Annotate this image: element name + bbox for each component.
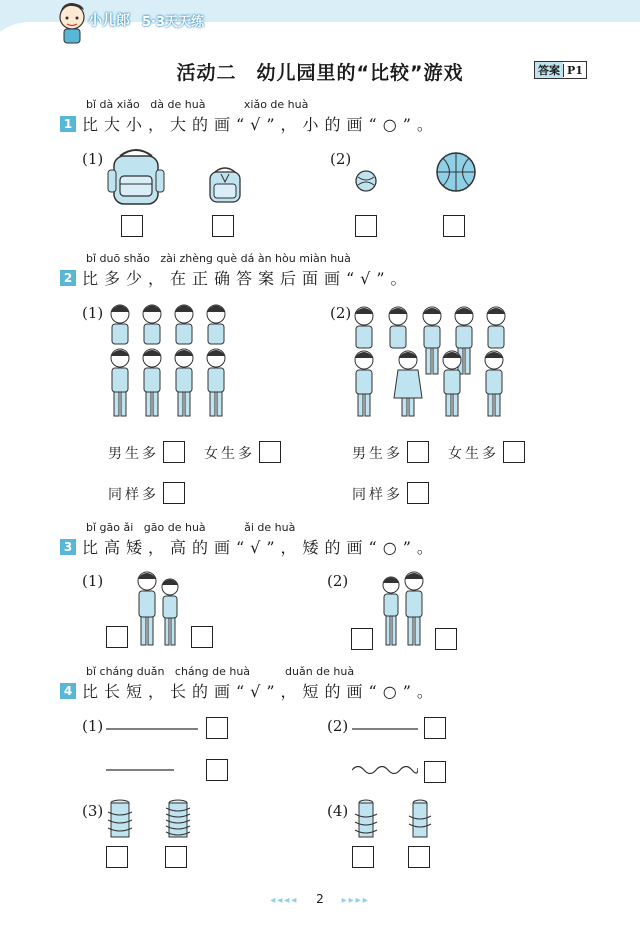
q3-pinyin: bǐ gāo ǎi gāo de huà ǎi de huà [86,521,296,534]
q2a-box-girls[interactable] [259,441,281,463]
q1-part1-label: (1) [82,150,104,168]
q2a-opt-boys: 男生多 [108,446,159,462]
rope-on-pole-right-icon [162,798,194,842]
q1-pinyin: bǐ dà xiǎo dà de huà xiǎo de huà [86,98,309,111]
q2-part2-label: (2) [330,304,352,322]
q2-part1-label: (1) [82,304,104,322]
two-kids-height-1-icon [134,570,184,650]
rope-on-pole-right-2-icon [404,798,436,842]
page-number: 2 [316,892,324,906]
q4d-box-right[interactable] [408,846,430,868]
big-ball-icon [434,150,478,194]
answer-label: 答案 [535,62,563,78]
long-line-icon [106,726,198,732]
q2b-opt-same: 同样多 [352,487,403,503]
q3-text: 比高矮，高的画“√”，矮的画“○”。 [82,538,439,557]
q2-text: 比多少，在正确答案后面画“√”。 [82,269,413,288]
q3b-box-left[interactable] [351,628,373,650]
q3-part1-label: (1) [82,572,104,590]
brand-name: 小儿郎 [88,13,130,29]
q4a-box-bottom[interactable] [206,759,228,781]
answer-tag [534,61,587,79]
right-arrows-icon: ▸▸▸▸ [341,895,370,906]
q2b-box-same[interactable] [407,482,429,504]
q2-pinyin: bǐ duō shǎo zài zhèng què dá àn hòu miàn huà [86,252,351,265]
q4-text: 比长短，长的画“√”，短的画“○”。 [82,682,439,701]
children-group-1-icon [106,300,236,420]
q2a-box-boys[interactable] [163,441,185,463]
big-backpack-icon [106,148,166,206]
q1-box-small-backpack[interactable] [212,215,234,237]
rope-on-pole-left-icon [104,798,136,842]
q2b-opt-boys: 男生多 [352,446,403,462]
wavy-line-icon [352,763,418,777]
left-arrows-icon: ◂◂◂◂ [270,895,299,906]
series-name: 5·3天天练 [142,15,205,30]
q2a-box-same[interactable] [163,482,185,504]
short-line-icon [106,767,174,773]
q1-box-big-backpack[interactable] [121,215,143,237]
q2-number: 2 [60,270,76,286]
q4d-box-left[interactable] [352,846,374,868]
two-kids-height-2-icon [378,570,428,650]
q4c-box-right[interactable] [165,846,187,868]
q3a-box-left[interactable] [106,626,128,648]
q2b-opt-girls: 女生多 [448,446,499,462]
q4-part4-label: (4) [327,802,349,820]
q3b-box-right[interactable] [435,628,457,650]
q2b-box-girls[interactable] [503,441,525,463]
small-backpack-icon [205,166,245,204]
children-group-2-icon [350,304,510,424]
small-ball-icon [353,168,379,194]
q4-part3-label: (3) [82,802,104,820]
q4-part2-label: (2) [327,717,349,735]
rope-on-pole-left-2-icon [350,798,382,842]
q3a-box-right[interactable] [191,626,213,648]
q1-part2-label: (2) [330,150,352,168]
q4b-box-top[interactable] [424,717,446,739]
answer-page: P1 [563,64,586,77]
q4-pinyin: bǐ cháng duǎn cháng de huà duǎn de huà [86,665,355,678]
page-footer [0,892,640,906]
q4b-box-bottom[interactable] [424,761,446,783]
boy-mascot-icon [52,0,92,44]
q3-number: 3 [60,539,76,555]
q4a-box-top[interactable] [206,717,228,739]
q2b-box-boys[interactable] [407,441,429,463]
q3-part2-label: (2) [327,572,349,590]
q2a-opt-girls: 女生多 [204,446,255,462]
q4-part1-label: (1) [82,717,104,735]
q4-number: 4 [60,683,76,699]
q2a-opt-same: 同样多 [108,487,159,503]
q1-text: 比大小，大的画“√”，小的画“○”。 [82,115,439,134]
q1-box-small-ball[interactable] [355,215,377,237]
q4c-box-left[interactable] [106,846,128,868]
q1-number: 1 [60,116,76,132]
straight-line-icon [352,726,418,732]
q1-box-big-ball[interactable] [443,215,465,237]
page-title: 活动二 幼儿园里的“比较”游戏 [176,62,464,84]
